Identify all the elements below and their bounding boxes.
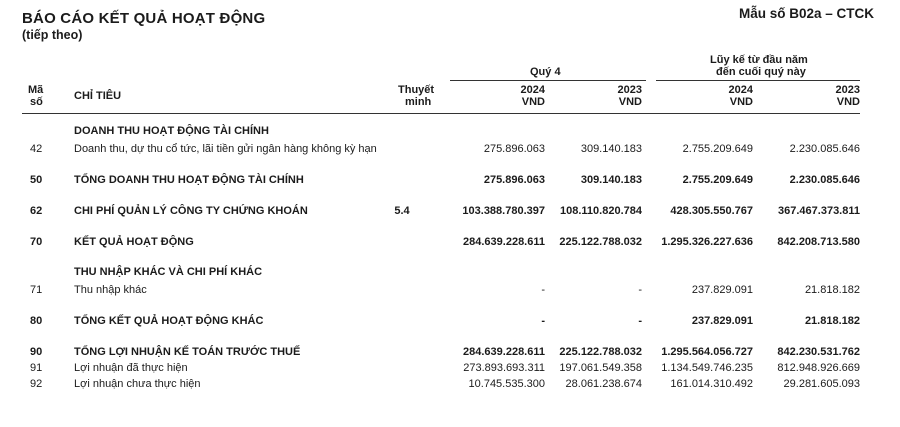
header-thuyet-minh-2: minh xyxy=(405,96,432,108)
table-row xyxy=(0,174,900,190)
row-label: Lợi nhuận đã thực hiện xyxy=(74,362,188,374)
row-q4-2023: 108.110.820.784 xyxy=(560,205,642,217)
ytd-group-rule xyxy=(656,80,860,81)
row-q4-2023: 28.061.238.674 xyxy=(565,378,642,390)
row-q4-2023: - xyxy=(638,284,642,296)
table-row xyxy=(0,236,900,252)
row-q4-2023: 309.140.183 xyxy=(580,174,642,186)
header-col3-unit: VND xyxy=(729,96,753,108)
row-ytd-2023: 21.818.182 xyxy=(804,284,860,296)
row-ytd-2023: 29.281.605.093 xyxy=(783,378,860,390)
header-group-q4: Quý 4 xyxy=(530,66,561,78)
row-ytd-2023: 842.230.531.762 xyxy=(777,346,860,358)
row-ytd-2023: 842.208.713.580 xyxy=(777,236,860,248)
row-label: TỔNG KẾT QUẢ HOẠT ĐỘNG KHÁC xyxy=(74,315,264,327)
header-thuyet-minh-1: Thuyết xyxy=(398,84,435,96)
row-q4-2024: - xyxy=(541,284,545,296)
table-row xyxy=(0,266,900,282)
row-label: DOANH THU HOẠT ĐỘNG TÀI CHÍNH xyxy=(74,125,269,137)
header-col3-year: 2024 xyxy=(728,84,753,96)
row-ytd-2024: 237.829.091 xyxy=(691,315,753,327)
table-row xyxy=(0,143,900,159)
table-row xyxy=(0,125,900,141)
row-note: 5.4 xyxy=(394,205,410,217)
table-row xyxy=(0,315,900,331)
header-col1-unit: VND xyxy=(521,96,545,108)
row-label: TỔNG LỢI NHUẬN KẾ TOÁN TRƯỚC THUẾ xyxy=(74,346,301,358)
row-label: Lợi nhuận chưa thực hiện xyxy=(74,378,201,390)
row-code: 62 xyxy=(30,205,43,217)
row-code: 90 xyxy=(30,346,43,358)
header-chi-tieu: CHỈ TIÊU xyxy=(74,90,122,102)
row-code: 42 xyxy=(30,143,43,155)
row-code: 70 xyxy=(30,236,43,248)
table-row xyxy=(0,362,900,378)
row-code: 50 xyxy=(30,174,43,186)
row-ytd-2024: 161.014.310.492 xyxy=(670,378,753,390)
row-code: 92 xyxy=(30,378,43,390)
report-subtitle: (tiếp theo) xyxy=(22,28,83,42)
row-label: TỔNG DOANH THU HOẠT ĐỘNG TÀI CHÍNH xyxy=(74,174,304,186)
header-col2-unit: VND xyxy=(618,96,642,108)
row-ytd-2024: 428.305.550.767 xyxy=(670,205,753,217)
row-q4-2023: 309.140.183 xyxy=(580,143,642,155)
row-ytd-2023: 367.467.373.811 xyxy=(778,205,860,217)
table-row xyxy=(0,205,900,221)
row-q4-2023: 225.122.788.032 xyxy=(559,346,642,358)
row-q4-2024: 284.639.228.611 xyxy=(463,346,545,358)
row-q4-2024: 275.896.063 xyxy=(483,143,545,155)
row-code: 80 xyxy=(30,315,43,327)
report-title: BÁO CÁO KẾT QUẢ HOẠT ĐỘNG xyxy=(22,10,266,27)
row-q4-2023: 225.122.788.032 xyxy=(559,236,642,248)
row-q4-2023: - xyxy=(638,315,642,327)
row-label: KẾT QUẢ HOẠT ĐỘNG xyxy=(74,236,194,248)
row-code: 91 xyxy=(30,362,43,374)
row-ytd-2023: 2.230.085.646 xyxy=(789,174,860,186)
header-group-ytd-2: đến cuối quý này xyxy=(716,66,806,78)
row-label: CHI PHÍ QUẢN LÝ CÔNG TY CHỨNG KHOÁN xyxy=(74,205,308,217)
row-ytd-2024: 237.829.091 xyxy=(691,284,753,296)
row-ytd-2024: 1.134.549.746.235 xyxy=(661,362,753,374)
header-ma-so-2: số xyxy=(30,96,43,108)
row-ytd-2024: 1.295.564.056.727 xyxy=(661,346,753,358)
row-q4-2024: 284.639.228.611 xyxy=(463,236,545,248)
row-ytd-2024: 1.295.326.227.636 xyxy=(661,236,753,248)
form-code: Mẫu số B02a – CTCK xyxy=(738,6,874,21)
q4-group-rule xyxy=(450,80,646,81)
row-q4-2024: 103.388.780.397 xyxy=(462,205,545,217)
table-row xyxy=(0,378,900,394)
row-q4-2024: 273.893.693.311 xyxy=(463,362,545,374)
row-label: Thu nhập khác xyxy=(74,284,147,296)
header-ma-so-1: Mã xyxy=(28,84,44,96)
row-ytd-2024: 2.755.209.649 xyxy=(682,174,753,186)
row-ytd-2024: 2.755.209.649 xyxy=(682,143,753,155)
row-q4-2024: - xyxy=(541,315,545,327)
row-q4-2024: 10.745.535.300 xyxy=(468,378,545,390)
row-ytd-2023: 2.230.085.646 xyxy=(789,143,860,155)
header-col1-year: 2024 xyxy=(520,84,545,96)
row-code: 71 xyxy=(30,284,43,296)
header-col4-unit: VND xyxy=(836,96,860,108)
row-ytd-2023: 812.948.926.669 xyxy=(777,362,860,374)
header-group-ytd-1: Lũy kế từ đầu năm xyxy=(710,54,808,66)
row-q4-2024: 275.896.063 xyxy=(483,174,545,186)
row-label: THU NHẬP KHÁC VÀ CHI PHÍ KHÁC xyxy=(74,266,263,278)
header-col4-year: 2023 xyxy=(835,84,860,96)
header-bottom-rule xyxy=(22,113,860,114)
header-col2-year: 2023 xyxy=(617,84,642,96)
table-row xyxy=(0,346,900,362)
row-label: Doanh thu, dự thu cổ tức, lãi tiền gửi ngân hàng không kỳ hạn xyxy=(74,143,377,155)
row-ytd-2023: 21.818.182 xyxy=(804,315,860,327)
row-q4-2023: 197.061.549.358 xyxy=(559,362,642,374)
table-row xyxy=(0,284,900,300)
